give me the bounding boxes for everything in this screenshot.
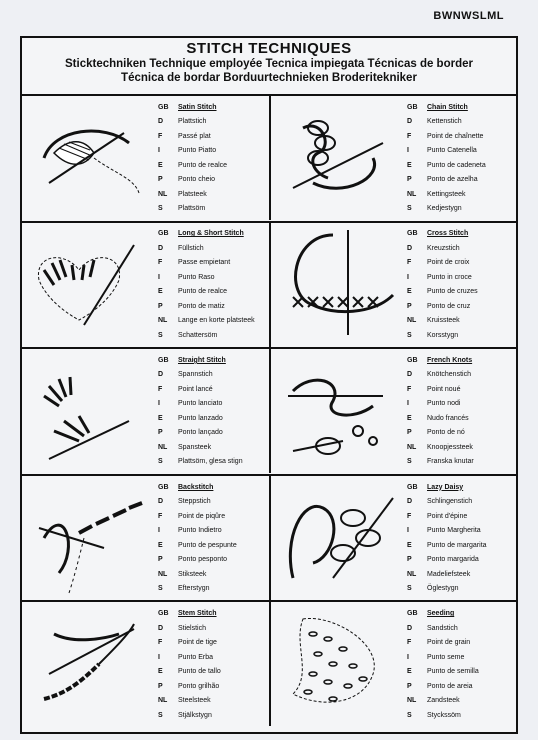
language-code: P — [407, 429, 412, 437]
long-short-stitch-icon — [24, 225, 152, 345]
translation-list — [154, 100, 269, 216]
translation-line — [403, 411, 518, 426]
translation-line — [403, 650, 518, 665]
language-code: D — [158, 498, 164, 506]
language-code: I — [158, 147, 160, 155]
stitch-cell — [22, 349, 271, 473]
translation-line — [154, 158, 269, 173]
translation-line — [403, 480, 518, 495]
stitch-name: Spansteek — [178, 443, 212, 451]
translation-line — [403, 606, 518, 621]
language-code: NL — [158, 190, 168, 198]
translation-line — [154, 538, 269, 553]
language-code: S — [407, 585, 412, 593]
language-code: E — [158, 161, 163, 169]
language-code: I — [407, 527, 409, 535]
language-code: P — [158, 682, 163, 690]
translation-line — [403, 708, 518, 723]
language-code: I — [158, 653, 160, 661]
stitch-name: Punto seme — [427, 653, 465, 661]
stitch-name: Point de grain — [427, 639, 471, 647]
stitch-name: Chain Stitch — [427, 103, 468, 111]
page-title: STITCH TECHNIQUES — [186, 40, 352, 57]
language-code: NL — [407, 317, 417, 325]
translation-list — [403, 353, 518, 469]
language-code: GB — [407, 483, 418, 491]
language-code: NL — [158, 570, 168, 578]
translation-line — [403, 158, 518, 173]
translation-list — [154, 227, 269, 343]
translation-line — [154, 494, 269, 509]
translation-line — [154, 173, 269, 188]
language-code: F — [158, 639, 163, 647]
language-code: F — [158, 512, 163, 520]
language-code: E — [407, 541, 412, 549]
stitch-name: Ponto pesponto — [178, 556, 228, 564]
language-code: S — [407, 711, 412, 719]
stitch-name: Point noué — [427, 385, 461, 393]
stitch-name: Ponto de nó — [427, 429, 465, 437]
language-code: E — [407, 414, 412, 422]
stitch-name: French Knots — [427, 356, 473, 364]
translation-line — [154, 299, 269, 314]
translation-line — [154, 440, 269, 455]
translation-line — [154, 621, 269, 636]
stitch-row — [22, 96, 516, 223]
stitch-cell — [271, 96, 518, 220]
language-code: F — [407, 385, 412, 393]
language-code: D — [158, 624, 164, 632]
stitch-name: Point de chaînette — [427, 132, 484, 140]
translation-line — [403, 455, 518, 470]
translation-list — [154, 353, 269, 469]
translation-line — [154, 314, 269, 329]
stitch-cell — [22, 602, 271, 726]
stitch-name: Punto lanzado — [178, 414, 223, 422]
translation-line — [154, 227, 269, 242]
language-code: I — [158, 527, 160, 535]
language-code: NL — [407, 697, 417, 705]
seeding-icon — [273, 604, 401, 724]
language-code: GB — [407, 356, 418, 364]
language-code: F — [158, 132, 163, 140]
language-code: GB — [158, 356, 169, 364]
stitch-name: Passe empietant — [178, 259, 231, 267]
translation-line — [154, 270, 269, 285]
stitch-name: Punto Catenella — [427, 147, 477, 155]
translation-line — [403, 353, 518, 368]
language-code: E — [407, 288, 412, 296]
stitch-name: Punto de realce — [178, 161, 228, 169]
stitch-name: Plattstich — [178, 118, 207, 126]
translation-line — [154, 115, 269, 130]
translation-line — [403, 382, 518, 397]
language-code: S — [407, 331, 412, 339]
language-code: E — [407, 161, 412, 169]
stitch-name: Plattsöm, glesa stign — [178, 458, 243, 466]
translation-line — [154, 353, 269, 368]
stitch-cell — [271, 602, 518, 726]
translation-line — [403, 299, 518, 314]
translation-line — [403, 567, 518, 582]
language-code: D — [407, 118, 413, 126]
stitch-name: Ponto margarida — [427, 556, 479, 564]
stitch-name: Franska knutar — [427, 458, 474, 466]
language-code: F — [407, 259, 412, 267]
stitch-name: Point de tige — [178, 639, 217, 647]
translation-line — [403, 509, 518, 524]
translation-line — [154, 523, 269, 538]
language-code: GB — [158, 610, 169, 618]
language-code: F — [158, 385, 163, 393]
translation-line — [403, 552, 518, 567]
stitch-name: Steelsteek — [178, 697, 211, 705]
stitch-name: Stielstich — [178, 624, 207, 632]
stitch-row — [22, 476, 516, 603]
stitch-cell — [271, 223, 518, 347]
translation-list — [403, 227, 518, 343]
stitch-name: Ponto lançado — [178, 429, 223, 437]
stitch-name: Point de croix — [427, 259, 470, 267]
translation-line — [154, 187, 269, 202]
translation-line — [403, 494, 518, 509]
translation-line — [403, 256, 518, 271]
translation-line — [154, 606, 269, 621]
backstitch-icon — [24, 478, 152, 598]
translation-line — [154, 426, 269, 441]
stitch-name: Nudo francés — [427, 414, 469, 422]
french-knots-icon — [273, 351, 401, 471]
language-code: P — [158, 556, 163, 564]
language-code: S — [407, 205, 412, 213]
translation-list — [154, 606, 269, 722]
stitch-name: Punto in croce — [427, 273, 472, 281]
stitch-name: Punto Raso — [178, 273, 215, 281]
stitch-name: Passé plat — [178, 132, 211, 140]
translation-list — [154, 480, 269, 596]
stitch-name: Lange en korte platsteek — [178, 317, 255, 325]
stitch-name: Zandsteek — [427, 697, 460, 705]
language-code: F — [407, 639, 412, 647]
translation-line — [403, 635, 518, 650]
translation-line — [154, 285, 269, 300]
lazy-daisy-icon — [273, 478, 401, 598]
translation-line — [403, 285, 518, 300]
stitch-name: Punto Erba — [178, 653, 214, 661]
language-code: E — [407, 668, 412, 676]
stitch-row — [22, 602, 516, 727]
translation-line — [403, 523, 518, 538]
language-code: GB — [158, 103, 169, 111]
language-code: I — [407, 273, 409, 281]
stitch-name: Punto nodi — [427, 400, 461, 408]
chain-stitch-icon — [273, 98, 401, 218]
translation-line — [403, 581, 518, 596]
stitch-cell — [271, 349, 518, 473]
subtitle-line-2: Técnica de bordar Borduurtechnieken Broderitekniker — [121, 72, 417, 84]
stitch-name: Point lancé — [178, 385, 213, 393]
stitch-name: Ponto cheio — [178, 176, 215, 184]
stitch-name: Backstitch — [178, 483, 214, 491]
translation-line — [154, 480, 269, 495]
header — [22, 38, 516, 96]
stitch-name: Korsstygn — [427, 331, 459, 339]
stitch-name: Kreuzstich — [427, 244, 460, 252]
stitch-name: Punto de margarita — [427, 541, 487, 549]
subtitle-line-1: Sticktechniken Technique employée Tecnica impiegata Técnicas de border — [65, 58, 473, 70]
translation-line — [154, 664, 269, 679]
language-code: P — [158, 429, 163, 437]
translation-line — [154, 455, 269, 470]
stitch-cell — [22, 223, 271, 347]
language-code: S — [158, 205, 163, 213]
language-code: GB — [407, 610, 418, 618]
translation-line — [403, 693, 518, 708]
translation-line — [403, 173, 518, 188]
language-code: GB — [407, 103, 418, 111]
language-code: NL — [407, 443, 417, 451]
translation-line — [403, 314, 518, 329]
language-code: NL — [407, 190, 417, 198]
translation-line — [154, 567, 269, 582]
translation-line — [403, 202, 518, 217]
stitch-name: Punto de realce — [178, 288, 228, 296]
stitch-name: Stem Stitch — [178, 610, 217, 618]
stitch-name: Punto Piatto — [178, 147, 217, 155]
stitch-name: Long & Short Stitch — [178, 230, 244, 238]
language-code: I — [407, 400, 409, 408]
translation-line — [403, 144, 518, 159]
stitch-name: Spannstich — [178, 371, 213, 379]
stitch-name: Kruissteek — [427, 317, 460, 325]
translation-line — [154, 202, 269, 217]
language-code: S — [407, 458, 412, 466]
translation-line — [403, 129, 518, 144]
stitch-name: Straight Stitch — [178, 356, 226, 364]
translation-line — [403, 241, 518, 256]
translation-line — [154, 100, 269, 115]
stitch-grid — [22, 96, 516, 727]
translation-line — [154, 328, 269, 343]
translation-line — [403, 679, 518, 694]
language-code: D — [158, 244, 164, 252]
stitch-name: Kedjestygn — [427, 205, 462, 213]
stitch-name: Stjälkstygn — [178, 711, 212, 719]
stitch-name: Füllstich — [178, 244, 204, 252]
translation-line — [154, 144, 269, 159]
language-code: S — [158, 331, 163, 339]
stitch-name: Schlingenstich — [427, 498, 473, 506]
translation-line — [154, 241, 269, 256]
stitch-name: Punto de pespunte — [178, 541, 237, 549]
language-code: D — [407, 371, 413, 379]
stitch-name: Stiksteek — [178, 570, 207, 578]
language-code: P — [407, 682, 412, 690]
satin-stitch-icon — [24, 98, 152, 218]
language-code: P — [407, 176, 412, 184]
stitch-name: Ponto de areia — [427, 682, 473, 690]
stitch-name: Ponto de matiz — [178, 302, 225, 310]
stem-stitch-icon — [24, 604, 152, 724]
stitch-name: Punto Margherita — [427, 527, 481, 535]
stitch-name: Kettingsteek — [427, 190, 466, 198]
stitch-name: Lazy Daisy — [427, 483, 464, 491]
stitch-name: Knoopjessteek — [427, 443, 473, 451]
language-code: P — [158, 176, 163, 184]
translation-line — [403, 270, 518, 285]
translation-line — [154, 397, 269, 412]
language-code: S — [158, 458, 163, 466]
language-code: S — [158, 585, 163, 593]
language-code: E — [158, 414, 163, 422]
translation-list — [403, 100, 518, 216]
translation-line — [154, 256, 269, 271]
stitch-name: Efterstygn — [178, 585, 210, 593]
stitch-cell — [22, 96, 271, 220]
language-code: P — [407, 302, 412, 310]
stitch-name: Punto de tallo — [178, 668, 221, 676]
stitch-name: Ponto de azelha — [427, 176, 478, 184]
stitch-name: Madeliefsteek — [427, 570, 471, 578]
stitch-name: Punto de semilla — [427, 668, 479, 676]
stitch-name: Satin Stitch — [178, 103, 217, 111]
stitch-name: Knötchenstich — [427, 371, 471, 379]
translation-line — [403, 368, 518, 383]
language-code: D — [407, 624, 413, 632]
stitch-name: Plattsöm — [178, 205, 206, 213]
translation-line — [154, 509, 269, 524]
language-code: I — [407, 147, 409, 155]
stitch-row — [22, 349, 516, 476]
translation-list — [403, 606, 518, 722]
translation-line — [154, 382, 269, 397]
language-code: GB — [158, 483, 169, 491]
stitch-name: Ponto de cruz — [427, 302, 471, 310]
language-code: D — [407, 244, 413, 252]
translation-line — [154, 552, 269, 567]
language-code: P — [407, 556, 412, 564]
translation-line — [403, 538, 518, 553]
language-code: E — [158, 668, 163, 676]
language-code: D — [158, 371, 164, 379]
stitch-name: Sandstich — [427, 624, 458, 632]
language-code: NL — [158, 317, 168, 325]
stitch-name: Seeding — [427, 610, 455, 618]
language-code: GB — [158, 230, 169, 238]
document-code: BWNWSLML — [433, 10, 504, 22]
language-code: I — [407, 653, 409, 661]
language-code: NL — [158, 443, 168, 451]
stitch-name: Point d'épine — [427, 512, 468, 520]
translation-line — [403, 397, 518, 412]
stitch-name: Öglestygn — [427, 585, 459, 593]
translation-line — [403, 187, 518, 202]
stitch-name: Cross Stitch — [427, 230, 469, 238]
translation-line — [154, 635, 269, 650]
stitch-cell — [22, 476, 271, 600]
stitch-name: Punto de cadeneta — [427, 161, 486, 169]
translation-line — [403, 621, 518, 636]
language-code: GB — [407, 230, 418, 238]
stitch-name: Platsteek — [178, 190, 207, 198]
language-code: F — [407, 132, 412, 140]
translation-line — [154, 650, 269, 665]
language-code: D — [158, 118, 164, 126]
stitch-name: Punto de cruzes — [427, 288, 478, 296]
language-code: D — [407, 498, 413, 506]
stitch-name: Steppstich — [178, 498, 211, 506]
translation-line — [403, 227, 518, 242]
language-code: E — [158, 288, 163, 296]
translation-line — [154, 693, 269, 708]
stitch-sheet — [20, 36, 518, 734]
language-code: NL — [407, 570, 417, 578]
translation-line — [154, 129, 269, 144]
language-code: P — [158, 302, 163, 310]
cross-stitch-icon — [273, 225, 401, 345]
translation-line — [403, 664, 518, 679]
language-code: E — [158, 541, 163, 549]
stitch-name: Schattersöm — [178, 331, 218, 339]
stitch-name: Styckssöm — [427, 711, 461, 719]
translation-line — [403, 426, 518, 441]
straight-stitch-icon — [24, 351, 152, 471]
stitch-row — [22, 223, 516, 350]
translation-line — [403, 115, 518, 130]
language-code: I — [158, 400, 160, 408]
stitch-name: Punto lanciato — [178, 400, 223, 408]
translation-line — [154, 411, 269, 426]
translation-line — [403, 100, 518, 115]
stitch-name: Point de piqûre — [178, 512, 226, 520]
translation-list — [403, 480, 518, 596]
language-code: S — [158, 711, 163, 719]
language-code: F — [407, 512, 412, 520]
language-code: F — [158, 259, 163, 267]
stitch-name: Ponto grilhão — [178, 682, 220, 690]
language-code: I — [158, 273, 160, 281]
translation-line — [154, 708, 269, 723]
translation-line — [403, 328, 518, 343]
translation-line — [403, 440, 518, 455]
stitch-cell — [271, 476, 518, 600]
translation-line — [154, 368, 269, 383]
stitch-name: Punto Indietro — [178, 527, 222, 535]
stitch-name: Kettenstich — [427, 118, 462, 126]
translation-line — [154, 581, 269, 596]
translation-line — [154, 679, 269, 694]
language-code: NL — [158, 697, 168, 705]
